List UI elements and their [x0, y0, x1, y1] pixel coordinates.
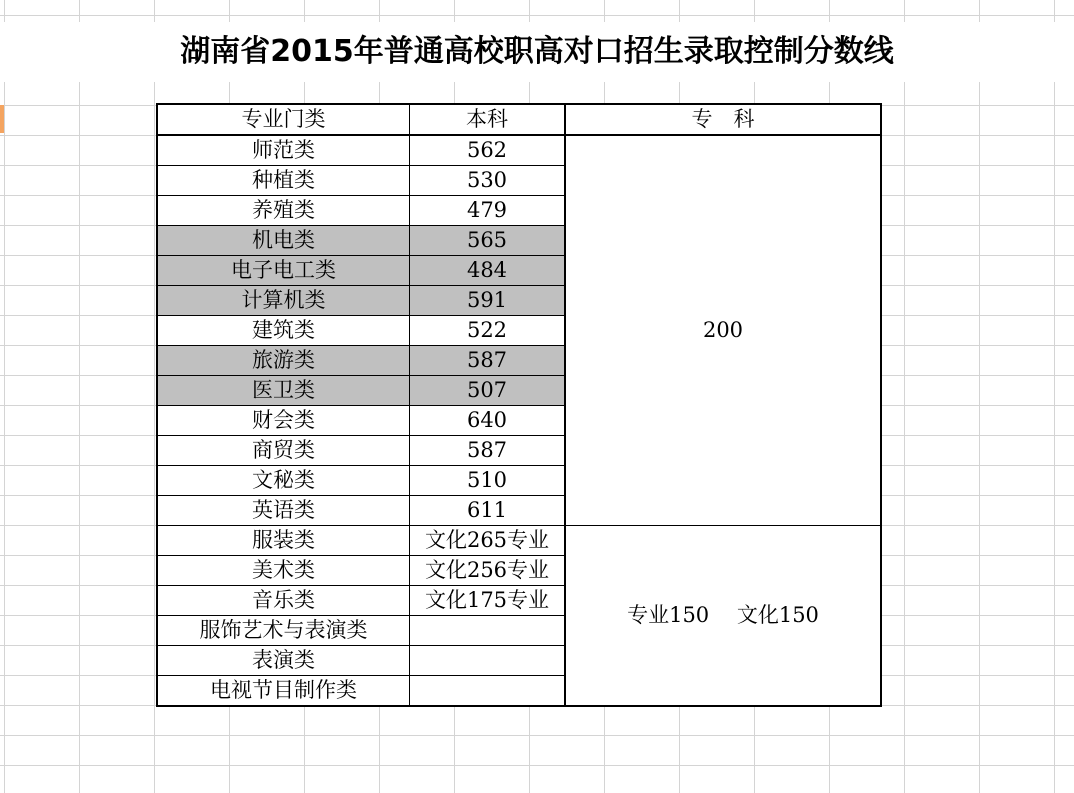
category-cell[interactable]: 电子电工类	[157, 256, 410, 286]
undergrad-score-cell[interactable]: 611	[410, 496, 566, 526]
category-cell[interactable]: 建筑类	[157, 316, 410, 346]
category-cell[interactable]: 文秘类	[157, 466, 410, 496]
category-cell[interactable]: 师范类	[157, 135, 410, 166]
undergrad-score-cell[interactable]: 文化175专业	[410, 586, 566, 616]
undergrad-score-cell[interactable]	[410, 646, 566, 676]
category-cell[interactable]: 英语类	[157, 496, 410, 526]
junior-college-score-cell[interactable]: 专业150 文化150	[565, 526, 881, 707]
table-row	[157, 135, 881, 166]
undergrad-score-cell[interactable]: 591	[410, 286, 566, 316]
undergrad-score-cell[interactable]: 640	[410, 406, 566, 436]
undergrad-score-cell[interactable]	[410, 616, 566, 646]
undergrad-score-cell[interactable]: 587	[410, 436, 566, 466]
undergrad-score-cell[interactable]: 565	[410, 226, 566, 256]
category-cell[interactable]: 医卫类	[157, 376, 410, 406]
undergrad-score-cell[interactable]: 479	[410, 196, 566, 226]
category-cell[interactable]: 种植类	[157, 166, 410, 196]
sheet-title: 湖南省2015年普通高校职高对口招生录取控制分数线	[0, 22, 1074, 82]
header-undergrad[interactable]: 本科	[410, 104, 566, 135]
undergrad-score-cell[interactable]: 文化265专业	[410, 526, 566, 556]
category-cell[interactable]: 财会类	[157, 406, 410, 436]
selected-row-marker	[0, 105, 4, 133]
category-cell[interactable]: 电视节目制作类	[157, 676, 410, 707]
category-cell[interactable]: 商贸类	[157, 436, 410, 466]
undergrad-score-cell[interactable]: 587	[410, 346, 566, 376]
undergrad-score-cell[interactable]: 507	[410, 376, 566, 406]
category-cell[interactable]: 服装类	[157, 526, 410, 556]
undergrad-score-cell[interactable]: 522	[410, 316, 566, 346]
category-cell[interactable]: 养殖类	[157, 196, 410, 226]
category-cell[interactable]: 音乐类	[157, 586, 410, 616]
header-category[interactable]: 专业门类	[157, 104, 410, 135]
undergrad-score-cell[interactable]: 562	[410, 135, 566, 166]
category-cell[interactable]: 服饰艺术与表演类	[157, 616, 410, 646]
category-cell[interactable]: 美术类	[157, 556, 410, 586]
undergrad-score-cell[interactable]: 510	[410, 466, 566, 496]
undergrad-score-cell[interactable]: 530	[410, 166, 566, 196]
junior-college-score-cell[interactable]: 200	[565, 135, 881, 526]
score-table	[156, 103, 882, 707]
table-row	[157, 526, 881, 556]
category-cell[interactable]: 计算机类	[157, 286, 410, 316]
header-row	[157, 104, 881, 135]
undergrad-score-cell[interactable]	[410, 676, 566, 707]
undergrad-score-cell[interactable]: 文化256专业	[410, 556, 566, 586]
header-junior-college[interactable]: 专 科	[565, 104, 881, 135]
category-cell[interactable]: 机电类	[157, 226, 410, 256]
category-cell[interactable]: 旅游类	[157, 346, 410, 376]
category-cell[interactable]: 表演类	[157, 646, 410, 676]
undergrad-score-cell[interactable]: 484	[410, 256, 566, 286]
